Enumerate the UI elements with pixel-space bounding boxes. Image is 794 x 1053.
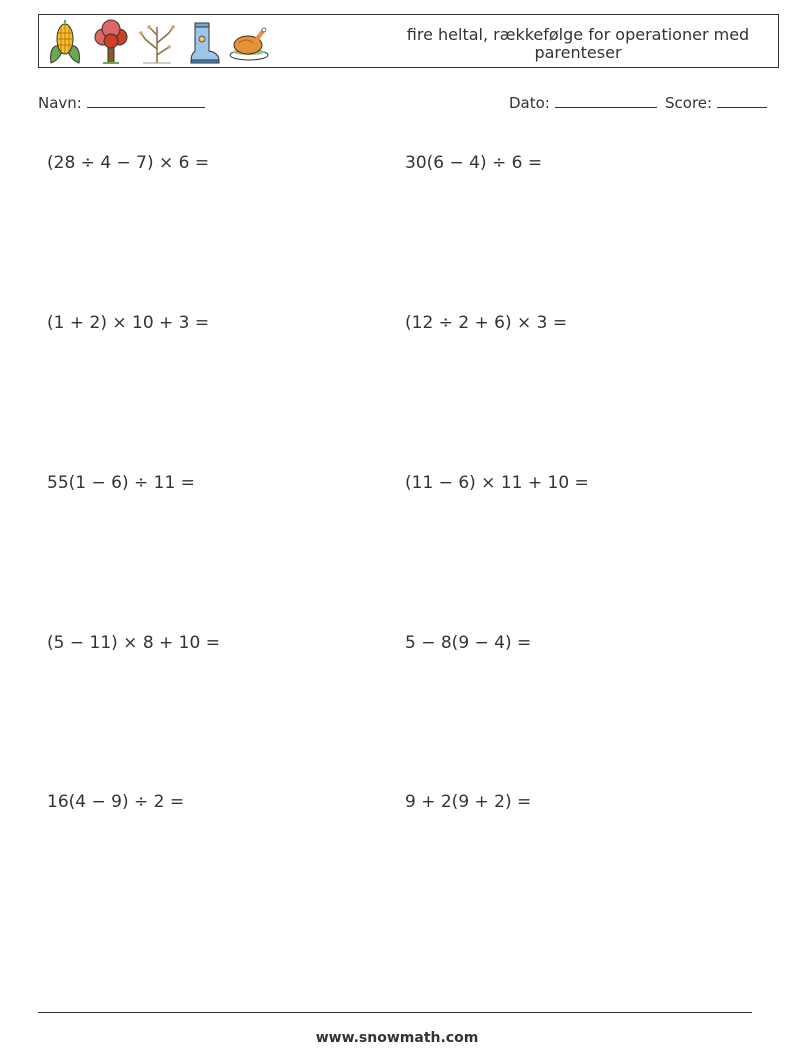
date-field [509,94,657,112]
problem-3: (1 + 2) × 10 + 3 = [47,313,210,333]
score-field [665,94,767,112]
rain-boot-icon [183,19,223,65]
bare-branch-icon [137,19,177,65]
corn-icon [45,19,85,65]
problem-9: 16(4 − 9) ÷ 2 = [47,792,185,812]
date-label: Dato: [509,94,550,112]
problem-5: 55(1 − 6) ÷ 11 = [47,473,195,493]
worksheet-title: fire heltal, rækkefølge for operationer med parenteser [406,25,750,62]
problem-7: (5 − 11) × 8 + 10 = [47,633,220,653]
score-label: Score: [665,94,713,112]
date-blank[interactable] [555,94,657,108]
roast-turkey-icon [229,19,269,65]
footer-divider [38,1012,752,1013]
header-icons [45,18,269,66]
score-blank[interactable] [717,94,767,108]
name-blank[interactable] [87,94,205,108]
footer-website[interactable]: www.snowmath.com [315,1030,479,1046]
problem-4: (12 ÷ 2 + 6) × 3 = [405,313,568,333]
problem-2: 30(6 − 4) ÷ 6 = [405,153,543,173]
name-label: Navn: [38,94,82,112]
name-field [38,94,205,112]
problem-8: 5 − 8(9 − 4) = [405,633,532,653]
problem-1: (28 ÷ 4 − 7) × 6 = [47,153,210,173]
problem-10: 9 + 2(9 + 2) = [405,792,532,812]
problem-6: (11 − 6) × 11 + 10 = [405,473,589,493]
worksheet-header [38,14,779,68]
autumn-tree-icon [91,19,131,65]
